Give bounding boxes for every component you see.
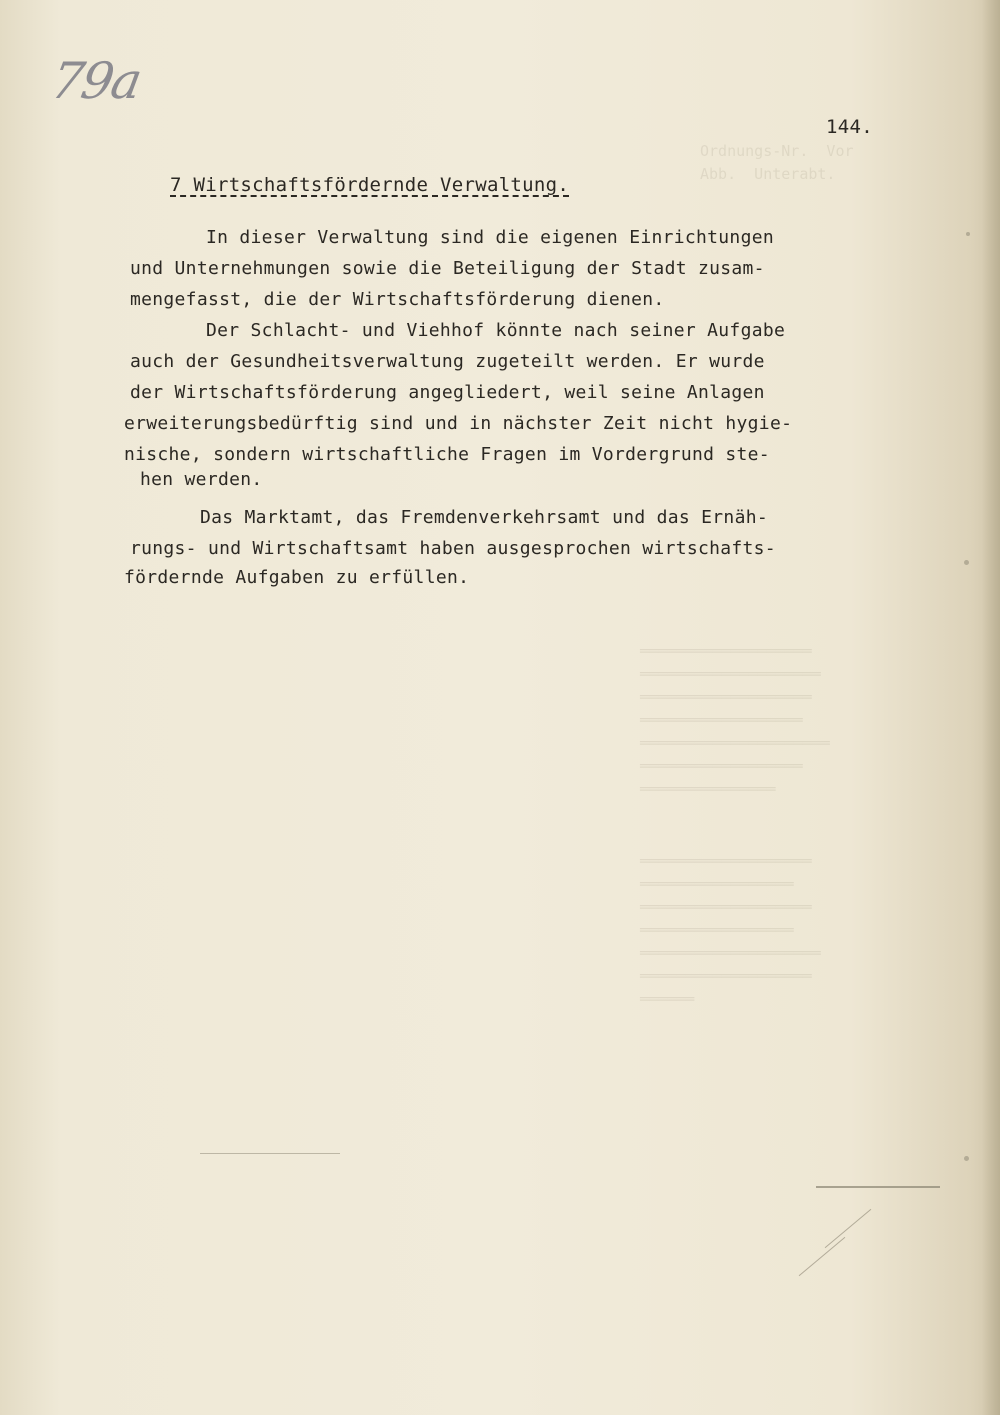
body-line: rungs- und Wirtschaftsamt haben ausgesprochen wirtschafts- (130, 538, 776, 559)
ink-mark (799, 1237, 846, 1276)
body-line: auch der Gesundheitsverwaltung zugeteilt werden. Er wurde (130, 351, 765, 372)
body-line: nische, sondern wirtschaftliche Fragen im Vordergrund ste- (124, 444, 770, 465)
show-through-text: ═══════════════════ ═════════════════ ═══════════════════ ═════════════════ ════════════════════ ═══════════════════ ══════ (640, 852, 821, 1008)
handwritten-note: 79a (46, 52, 145, 110)
body-line: fördernde Aufgaben zu erfüllen. (124, 567, 470, 588)
body-line: erweiterungsbedürftig sind und in nächster Zeit nicht hygie- (124, 413, 793, 434)
show-through-text: ═══════════════════ ════════════════════ ═══════════════════ ══════════════════ ═════════════════════ ══════════════════ ═══════════════ (640, 642, 830, 798)
body-line: In dieser Verwaltung sind die eigenen Einrichtungen (206, 227, 774, 248)
body-line: der Wirtschaftsförderung angegliedert, weil seine Anlagen (130, 382, 765, 403)
ink-mark (200, 1153, 340, 1154)
body-line: hen werden. (140, 469, 263, 490)
show-through-text: Ordnungs-Nr. Vor Abb. Unterabt. (700, 142, 854, 183)
ink-mark (964, 1156, 969, 1161)
body-line: Der Schlacht- und Viehhof könnte nach seiner Aufgabe (206, 320, 786, 341)
ink-mark (964, 560, 969, 565)
ink-mark (825, 1209, 872, 1248)
page-number: 144. (826, 116, 873, 138)
body-line: mengefasst, die der Wirtschaftsförderung dienen. (130, 289, 665, 310)
ink-mark (816, 1186, 940, 1188)
body-line: Das Marktamt, das Fremdenverkehrsamt und das Ernäh- (200, 507, 768, 528)
ink-mark (966, 232, 970, 236)
section-heading: 7 Wirtschaftsfördernde Verwaltung. (170, 174, 570, 196)
page-edge-shadow (982, 0, 1000, 1415)
body-line: und Unternehmungen sowie die Beteiligung der Stadt zusam- (130, 258, 765, 279)
